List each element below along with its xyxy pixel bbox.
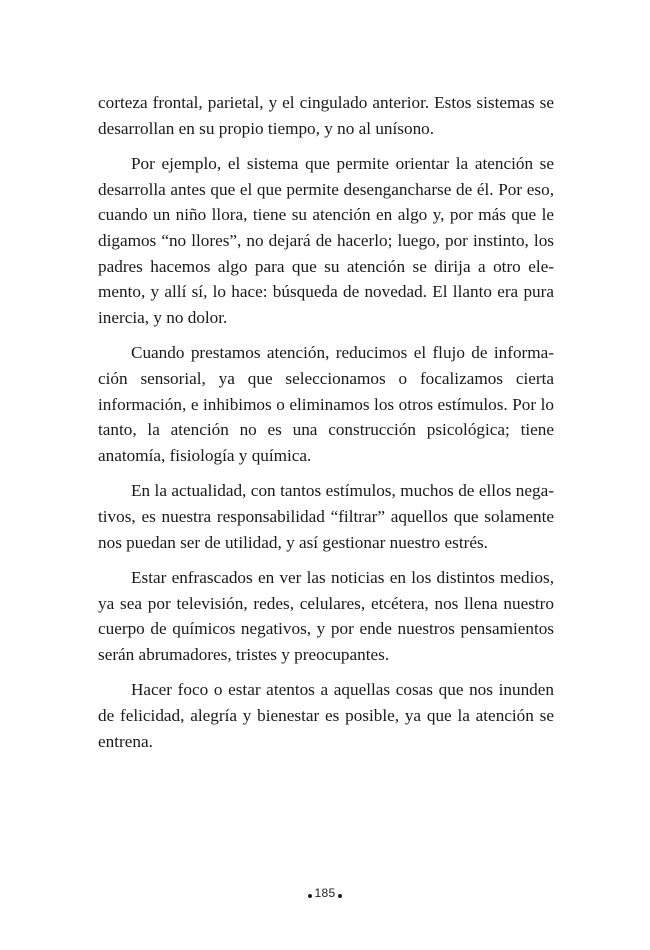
paragraph-6: Hacer foco o estar atentos a aquellas cosas que nos inunden de felicidad, alegría y bienestar es posible, ya que la atención se entrena. (98, 680, 554, 751)
folio-dot-left (308, 894, 312, 898)
page-number: 185 (314, 886, 336, 900)
paragraph-1: corteza frontal, parietal, y el cingulado anterior. Estos sistemas se desarrollan en su propio tiempo, y no al unísono. (98, 93, 554, 138)
paragraph-4: En la actualidad, con tantos estímulos, muchos de ellos negativos, es nuestra responsabilidad “filtrar” aquellos que solamente nos puedan ser de utilidad, y así gestionar nuestro estrés. (98, 481, 554, 552)
paragraph-3: Cuando prestamos atención, reducimos el flujo de información sensorial, ya que seleccionamos o focalizamos cierta información, e inhibimos o eliminamos los otros estímulos. Por lo tanto, la atención no es una construcción psicológica; tiene anatomía, fisiología y química. (98, 343, 554, 465)
folio-dot-right (338, 894, 342, 898)
paragraph-2: Por ejemplo, el sistema que permite orientar la atención se desarrolla antes que el que permite desengancharse de él. Por eso, cuando un niño llora, tiene su atención en algo y, por más que le digamos “no llores”, no dejará de hacerlo; luego, por instinto, los padres hacemos algo para que su atención se dirija a otro elemento, y allí sí, lo hace: búsqueda de novedad. El llanto era pura inercia, y no dolor. (98, 154, 554, 327)
body-text (98, 90, 554, 764)
paragraph-5: Estar enfrascados en ver las noticias en los distintos medios, ya sea por televisión, redes, celulares, etcétera, nos llena nuestro cuerpo de químicos negativos, y por ende nuestros pensamientos serán abrumadores, tristes y preocupantes. (98, 568, 554, 664)
page-number-footer (0, 886, 650, 900)
